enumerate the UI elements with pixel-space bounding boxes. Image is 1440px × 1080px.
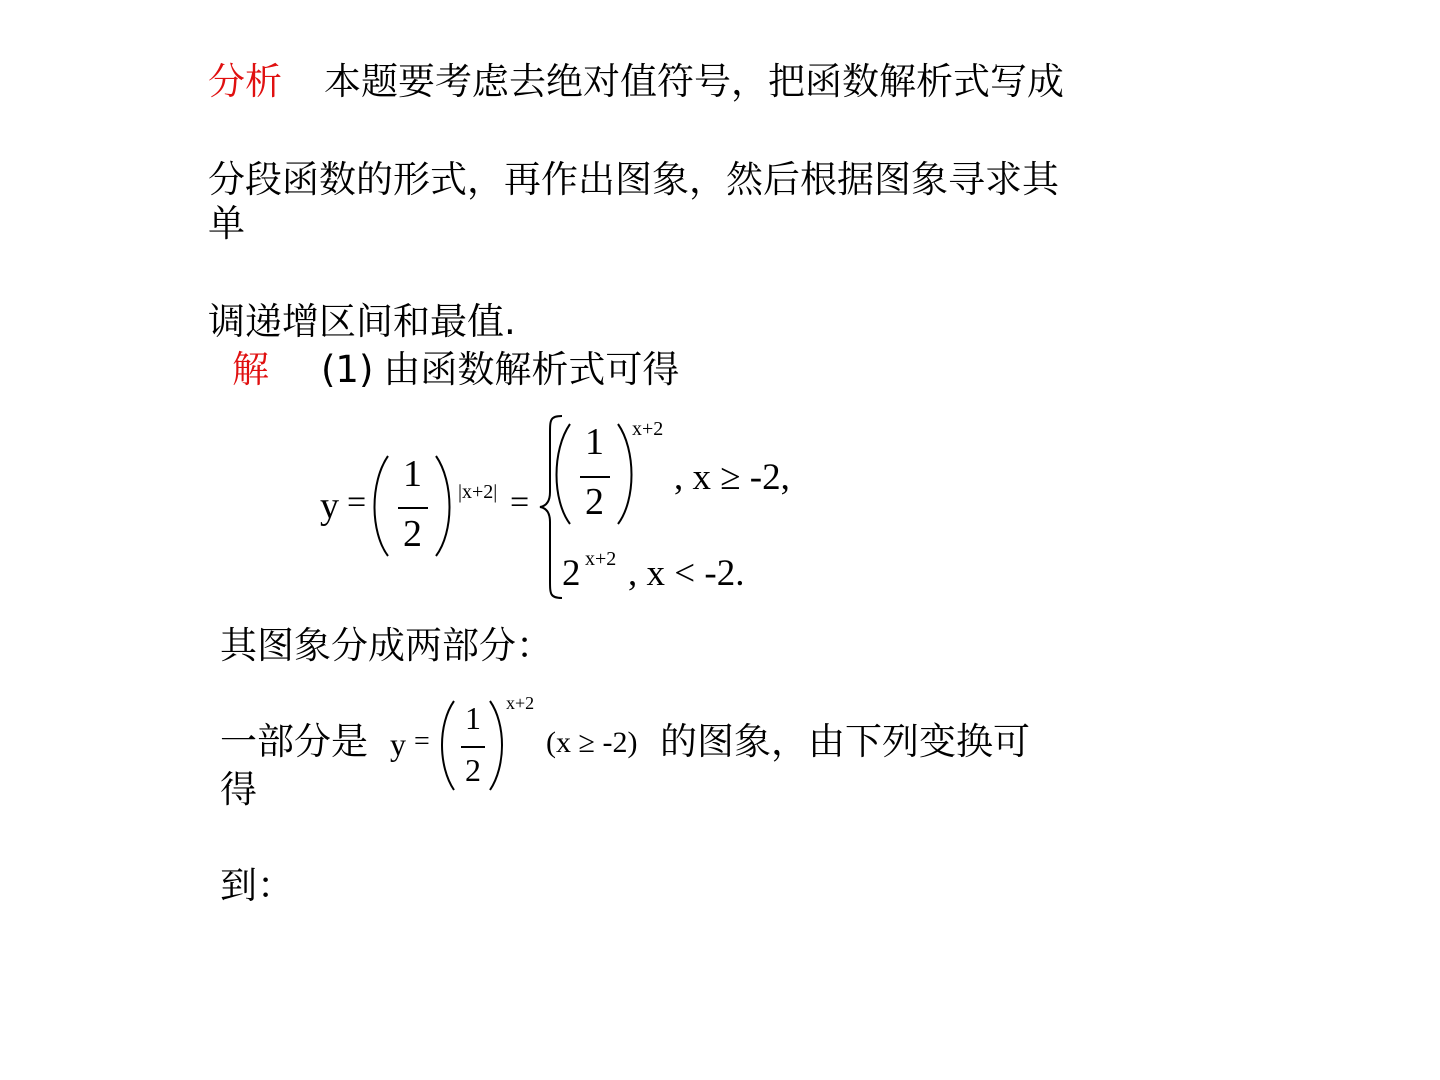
case2-base: 2 — [562, 553, 581, 594]
case1-numerator: 1 — [585, 421, 604, 463]
part1-exponent: x+2 — [506, 693, 535, 713]
part1-numerator: 1 — [465, 700, 481, 736]
solution-intro: 由函数解析式可得 — [383, 348, 680, 391]
analysis-line-2: 分段函数的形式，再作出图象，然后根据图象寻求其 — [208, 158, 1059, 201]
part1-fraction-bar — [461, 746, 485, 748]
part1-condition: (x ≥ -2) — [546, 726, 638, 759]
analysis-line-2-wrap: 单 — [208, 202, 245, 245]
case1-fraction-bar — [580, 476, 610, 478]
solution-part-number: (1) — [321, 348, 374, 391]
formula-abs-exponent: |x+2| — [458, 481, 498, 503]
case1-exponent: x+2 — [632, 418, 664, 440]
part1-suffix: 的图象，由下列变换可 — [660, 720, 1030, 763]
formula-denominator: 2 — [403, 513, 422, 555]
analysis-line-3: 调递增区间和最值. — [208, 300, 516, 343]
solution-label: 解 — [232, 348, 269, 391]
analysis-label: 分析 — [208, 60, 282, 103]
case1-condition: , x ≥ -2, — [674, 457, 790, 498]
part1-prefix: 一部分是 — [220, 720, 368, 763]
formula-equals: = — [347, 484, 367, 521]
formula-fraction-bar — [398, 507, 428, 509]
formula-equals-2: = — [510, 484, 530, 521]
part1-y: y — [390, 726, 406, 762]
part1-denominator: 2 — [465, 752, 481, 788]
formula-numerator: 1 — [403, 453, 422, 495]
parts-line: 其图象分成两部分： — [220, 624, 553, 667]
case1-denominator: 2 — [585, 481, 604, 523]
part1-wrap: 得 — [220, 768, 257, 811]
case2-condition: , x < -2. — [628, 553, 745, 594]
formula-y: y — [320, 485, 339, 527]
case2-exponent: x+2 — [585, 548, 617, 570]
analysis-text-1: 本题要考虑去绝对值符号，把函数解析式写成 — [324, 60, 1064, 103]
analysis-line-1 — [208, 60, 1064, 104]
tail-line: 到： — [220, 864, 294, 907]
solution-line — [232, 348, 679, 392]
part1-equals: = — [414, 726, 430, 757]
